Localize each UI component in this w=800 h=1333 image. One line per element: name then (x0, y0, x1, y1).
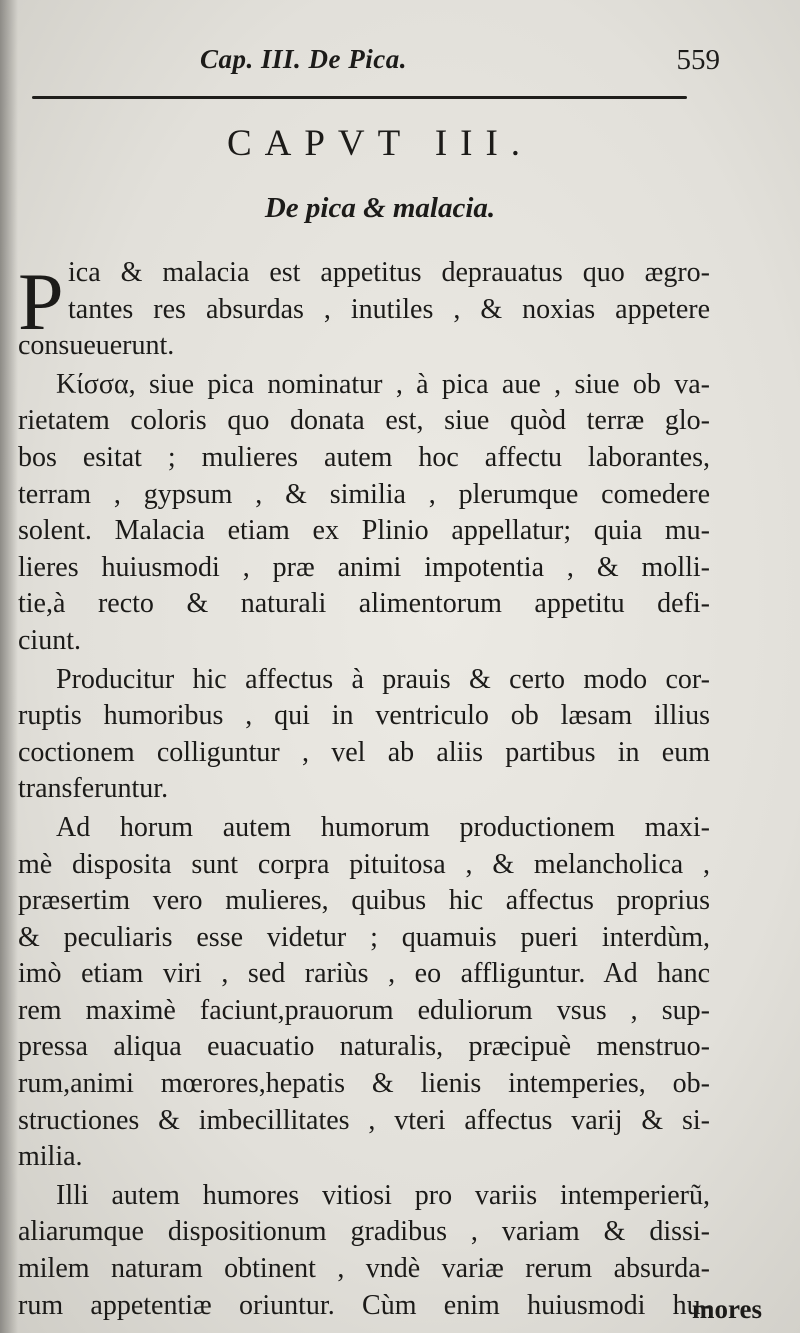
header-rule (32, 96, 687, 99)
text-line: rem maximè faciunt,prauorum eduliorum vsus , sup- (18, 994, 710, 1026)
text-line: tie,à recto & naturali alimentorum appetitu defi- (18, 588, 710, 620)
text-line: milem naturam obtinent , vndè variæ rerum absurda- (18, 1253, 710, 1285)
text-line: rum,animi mœrores,hepatis & lienis intemperies, ob- (18, 1068, 710, 1100)
chapter-subtitle: De pica & malacia. (264, 192, 496, 224)
text-line: structiones & imbecillitates , vteri affectus varij & si- (18, 1104, 710, 1136)
text-line: tantes res absurdas , inutiles , & noxias appetere (68, 293, 710, 325)
running-head: Cap. III. De Pica. (200, 44, 407, 74)
text-line: ciunt. (18, 624, 81, 656)
text-line: solent. Malacia etiam ex Plinio appellatur; quia mu- (18, 515, 710, 547)
text-line: ruptis humoribus , qui in ventriculo ob læsam illius (18, 700, 710, 732)
text-line: Illi autem humores vitiosi pro variis intemperierũ, (56, 1179, 710, 1211)
text-line: transferuntur. (18, 773, 169, 805)
catchword: mores (692, 1294, 762, 1324)
text-line: imò etiam viri , sed rariùs , eo affliguntur. Ad hanc (18, 958, 710, 990)
text-line: & peculiaris esse videtur ; quamuis pueri interdùm, (18, 921, 710, 953)
text-line: rum appetentiæ oriuntur. Cùm enim huiusmodi hu- (18, 1289, 710, 1321)
page-number: 559 (676, 44, 720, 76)
text-line: ica & malacia est appetitus deprauatus quo ægro- (68, 257, 710, 288)
text-line: præsertim vero mulieres, quibus hic affectus proprius (18, 885, 710, 917)
text-line: rietatem coloris quo donata est, siue quòd terræ glo- (18, 405, 710, 437)
text-line: mè disposita sunt corpra pituitosa , & melancholica , (18, 848, 710, 880)
drop-cap-initial: P (18, 256, 64, 347)
body-text (18, 255, 710, 1324)
text-line: terram , gypsum , & similia , plerumque comedere (18, 478, 710, 510)
chapter-title: CAPVT III. (226, 123, 534, 164)
text-line: Producitur hic affectus à prauis & certo modo cor- (56, 663, 710, 695)
text-line: bos esitat ; mulieres autem hoc affectu laborantes, (18, 441, 710, 473)
text-lines (18, 328, 710, 1324)
page-header (30, 40, 720, 84)
text-line: Ad horum autem humorum productionem maxi- (56, 811, 710, 843)
text-line: milia. (18, 1141, 83, 1173)
text-line: aliarumque dispositionum gradibus , variam & dissi- (18, 1216, 710, 1248)
text-line: Κίσσα, siue pica nominatur , à pica aue , siue ob va- (56, 368, 710, 400)
text-line: pressa aliqua euacuatio naturalis, præcipuè menstruo- (18, 1031, 710, 1063)
text-line: consueuerunt. (18, 330, 175, 362)
text-line: coctionem colliguntur , vel ab aliis partibus in eum (18, 736, 710, 768)
text-line: lieres huiusmodi , præ animi impotentia , & molli- (18, 551, 710, 583)
drop-cap-lines (18, 255, 710, 328)
